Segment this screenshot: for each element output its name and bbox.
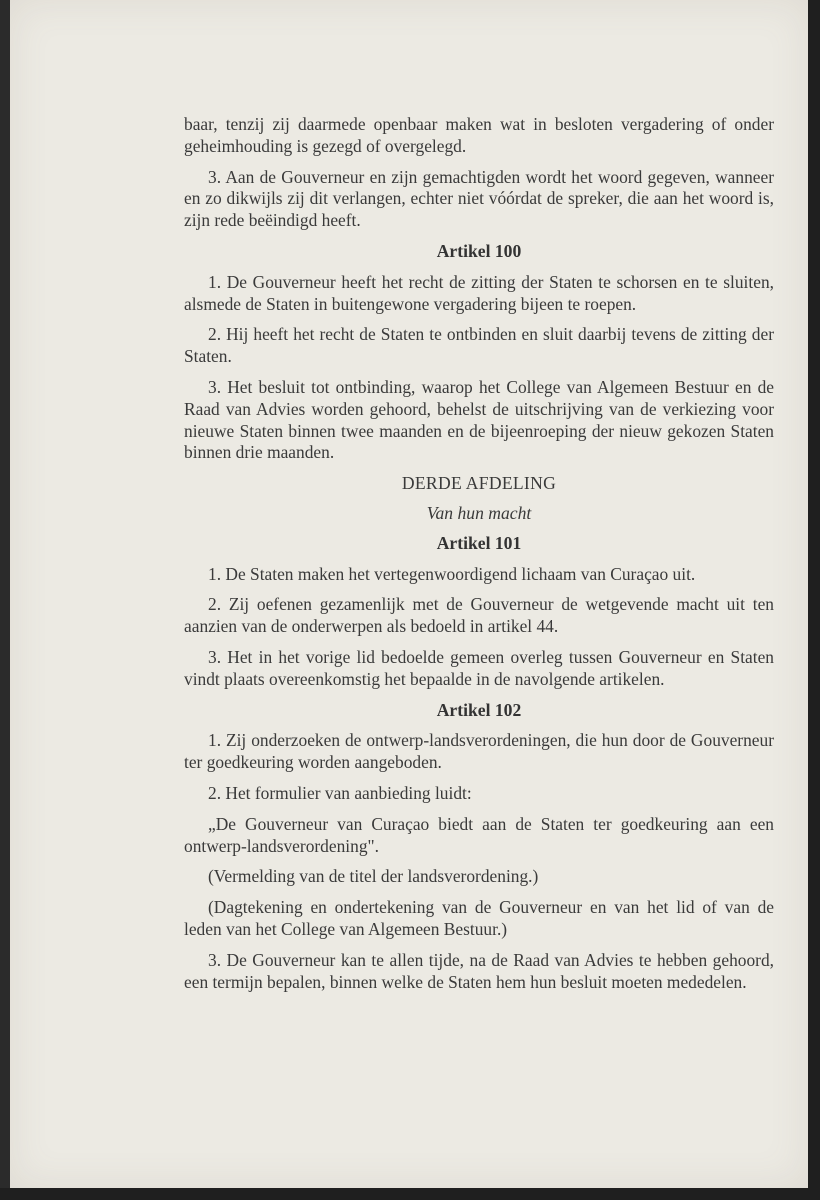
paragraph-101-1: 1. De Staten maken het vertegenwoordigend lichaam van Curaçao uit. [208,563,696,584]
article-101-heading: Artikel 101 [436,532,522,553]
paragraph-100-1: 1. De Gouverneur heeft het recht de zitting der Staten te schorsen en te sluiten, alsmede de Staten in buitengewone vergadering bijeen te roepen. [184,271,774,314]
paragraph-102-note-1: (Vermelding van de titel der landsverordening.) [208,866,539,887]
paragraph-102-1: 1. Zij onderzoeken de ontwerp-landsverordeningen, die hun door de Gouverneur ter goedkeuring worden aangeboden. [184,730,774,773]
scanned-page [10,0,808,1188]
paragraph-101-2: 2. Zij oefenen gezamenlijk met de Gouverneur de wetgevende macht uit ten aanzien van de onderwerpen als bedoeld in artikel 44. [184,594,774,637]
paragraph-102-quote: „De Gouverneur van Curaçao biedt aan de Staten ter goedkeuring aan een ontwerp-landsverordening". [184,813,774,856]
article-100-heading: Artikel 100 [436,240,522,261]
paragraph-99-3: 3. Aan de Gouverneur en zijn gemachtigden wordt het woord gegeven, wanneer en zo dikwijls zij dit verlangen, echter niet vóórdat de spreker, die aan het woord is, zijn rede beëindigd heeft. [184,166,774,231]
paragraph-continued: baar, tenzij zij daarmede openbaar maken wat in besloten vergadering of onder geheimhouding is gezegd of overgelegd. [184,114,774,156]
paragraph-102-3: 3. De Gouverneur kan te allen tijde, na de Raad van Advies te hebben gehoord, een termijn bepalen, binnen welke de Staten hem hun besluit moeten mededelen. [184,949,774,992]
paragraph-102-2: 2. Het formulier van aanbieding luidt: [208,782,472,803]
article-102-heading: Artikel 102 [436,699,522,720]
section-heading: DERDE AFDELING [401,473,557,494]
section-subheading: Van hun macht [426,502,532,523]
page-text [184,114,774,1002]
paragraph-100-3: 3. Het besluit tot ontbinding, waarop het College van Algemeen Bestuur en de Raad van Advies worden gehoord, behelst de uitschrijving van de verkiezing voor nieuwe Staten binnen twee maanden en de bijeenroeping der nieuw gekozen Staten binnen drie maanden. [184,376,774,463]
scan-border-right [808,0,820,1200]
paragraph-101-3: 3. Het in het vorige lid bedoelde gemeen overleg tussen Gouverneur en Staten vindt plaats overeenkomstig het bepaalde in de navolgende artikelen. [184,646,774,689]
scan-border-bottom [0,1188,820,1200]
paragraph-102-note-2: (Dagtekening en ondertekening van de Gouverneur en van het lid of van de leden van het College van Algemeen Bestuur.) [184,897,774,939]
paragraph-100-2: 2. Hij heeft het recht de Staten te ontbinden en sluit daarbij tevens de zitting der Staten. [184,324,774,367]
